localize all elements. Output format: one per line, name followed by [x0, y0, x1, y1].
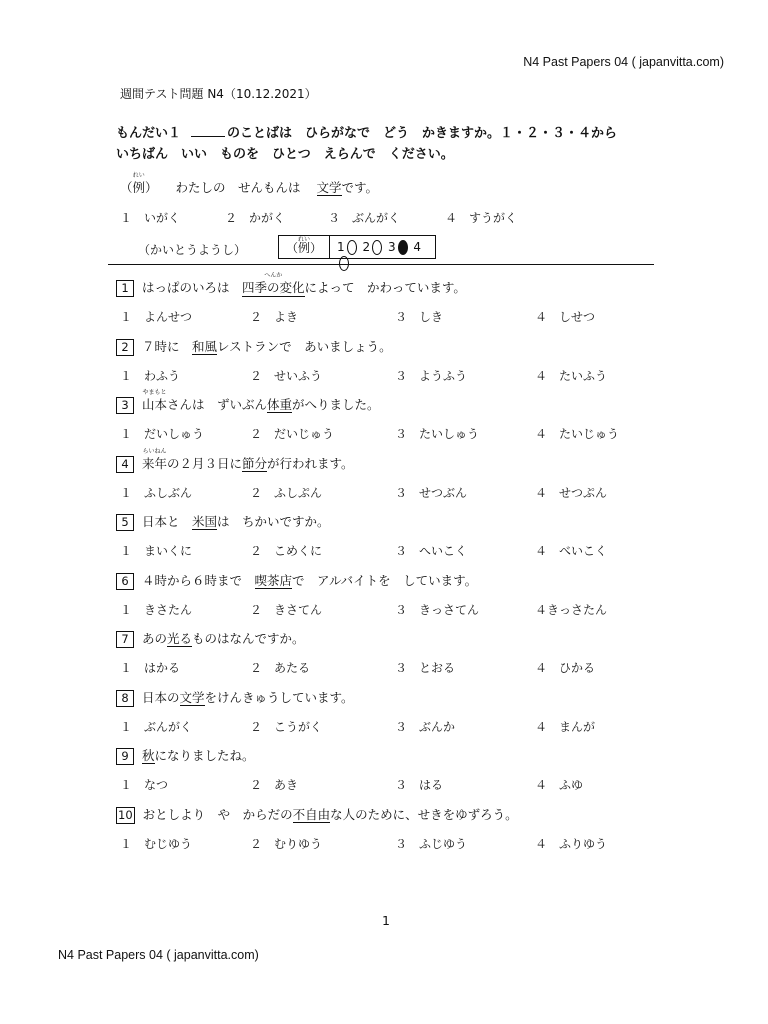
- question-2: [116, 337, 392, 356]
- question-number-box: 10: [118, 807, 133, 822]
- option-3[interactable]: ３ ふじゆう: [395, 836, 468, 851]
- option-1[interactable]: １ ふしぶん: [120, 485, 193, 500]
- section-divider: [108, 264, 654, 265]
- instruction: [116, 123, 617, 165]
- option-1[interactable]: １ はかる: [120, 661, 181, 675]
- example-sentence: [120, 172, 379, 196]
- option-4[interactable]: ４きっさたん: [535, 602, 608, 617]
- option-1[interactable]: １ むじゆう: [120, 836, 193, 851]
- instruction-line-2: いちばん いい ものを ひとつ えらんで ください。: [116, 147, 454, 162]
- question-target-word: 文学: [179, 689, 205, 705]
- page-number: 1: [382, 913, 390, 928]
- answer-bubble-3-selected[interactable]: [398, 240, 408, 255]
- example-after: です。: [341, 180, 379, 195]
- option-2[interactable]: ２ こうがく: [250, 719, 323, 734]
- question-3-options: [0, 425, 700, 441]
- option-4[interactable]: ４ しせつ: [535, 310, 596, 324]
- option-1[interactable]: １ まいくに: [120, 544, 193, 558]
- answer-bubble-1[interactable]: [347, 240, 357, 255]
- question-text: はっぱのいろは: [142, 280, 243, 295]
- question-5-options: [0, 542, 700, 558]
- option-2[interactable]: ２ こめくに: [250, 544, 323, 558]
- bubble-label-2: 2: [362, 240, 371, 254]
- question-8-options: [0, 718, 700, 734]
- question-7: [116, 629, 305, 648]
- question-10-options: [0, 835, 700, 851]
- option-1[interactable]: １ だいしゅう: [120, 427, 205, 441]
- option-3[interactable]: ３ へいこく: [395, 544, 468, 558]
- question-number-box: 6: [116, 573, 134, 590]
- example-label: れい （例）: [120, 172, 158, 195]
- question-number-box: 7: [116, 631, 134, 648]
- option-2[interactable]: ２ きさてん: [250, 602, 323, 617]
- question-1-options: [0, 308, 700, 324]
- question-number-box: 3: [116, 397, 134, 414]
- question-number-box: 8: [116, 690, 134, 707]
- question-target-word: 体重: [267, 397, 293, 412]
- furigana: やまもと: [142, 389, 167, 396]
- option-1[interactable]: １ きさたん: [120, 602, 193, 617]
- option-4[interactable]: ４ まんが: [535, 719, 596, 734]
- option-4[interactable]: ４ ふゆ: [535, 778, 584, 792]
- option-2[interactable]: ２ ふしぷん: [250, 485, 323, 500]
- question-text: らいねん 来年: [142, 447, 168, 471]
- instruction-mondai: もんだい１: [116, 126, 182, 141]
- bubble-label-3: 3: [387, 240, 396, 254]
- answer-box-reading: れい: [297, 236, 310, 243]
- question-target-word: 不自由: [292, 806, 331, 822]
- question-text: をけんきゅうしています。: [204, 689, 354, 705]
- question-4: [116, 447, 354, 473]
- question-10: [116, 805, 518, 824]
- question-text: によって かわっています。: [304, 280, 466, 295]
- question-number-box: 1: [116, 280, 134, 297]
- option-2[interactable]: ２ よき: [250, 310, 299, 324]
- answer-bubble-2[interactable]: [372, 240, 382, 255]
- question-text: おとしより や からだの: [142, 806, 293, 822]
- question-2-options: [0, 367, 700, 383]
- example-label-reading: れい: [132, 172, 145, 179]
- answer-bubbles: [337, 239, 435, 255]
- option-2[interactable]: ２ あたる: [250, 661, 311, 675]
- option-1[interactable]: １ ぶんがく: [120, 719, 193, 734]
- option-3[interactable]: ３ しき: [395, 310, 444, 324]
- example-option-3: ３ ぶんがく: [328, 211, 401, 225]
- question-text: 日本の: [142, 689, 180, 705]
- question-text: レストランで あいましょう。: [217, 338, 392, 354]
- option-3[interactable]: ３ ぶんか: [395, 719, 456, 734]
- bubble-label-1: 1: [337, 240, 345, 254]
- question-target-word: 光る: [167, 631, 193, 646]
- option-1[interactable]: １ わふう: [120, 368, 181, 383]
- question-text: で アルバイトを しています。: [292, 572, 478, 588]
- option-1[interactable]: １ よんせつ: [120, 310, 193, 324]
- question-text: 日本と: [142, 514, 193, 529]
- example-options: [120, 209, 620, 225]
- furigana: へんか: [264, 272, 283, 279]
- header-source: N4 Past Papers 04 ( japanvitta.com): [523, 55, 724, 69]
- option-4[interactable]: ４ たいふう: [535, 368, 608, 383]
- question-9-options: [0, 776, 700, 792]
- question-text: が行われます。: [267, 455, 354, 471]
- option-3[interactable]: ３ せつぶん: [395, 485, 468, 500]
- answer-sheet-box: [278, 235, 436, 259]
- option-4[interactable]: ４ たいじゅう: [535, 427, 620, 441]
- instruction-line-1: [116, 123, 617, 144]
- instruction-blank: [191, 136, 225, 137]
- option-2[interactable]: ２ せいふう: [250, 368, 323, 383]
- example-option-2: ２ かがく: [225, 211, 286, 225]
- example-target: 文学: [316, 180, 342, 195]
- question-1: [116, 272, 466, 297]
- option-3[interactable]: ３ きっさてん: [395, 602, 480, 617]
- question-text: さんは ずいぶん: [167, 397, 268, 412]
- question-text: がへりました。: [292, 397, 380, 412]
- option-3[interactable]: ３ ようふう: [395, 368, 468, 383]
- question-target-word: 節分: [242, 455, 268, 471]
- option-1[interactable]: １ なつ: [120, 778, 169, 792]
- option-3[interactable]: ３ はる: [395, 778, 444, 792]
- example-before: わたしの せんもんは: [175, 180, 301, 195]
- furigana: らいねん: [142, 447, 167, 455]
- question-text: の２月３日に: [167, 455, 243, 471]
- question-8: [116, 688, 354, 707]
- answer-box-example-label: れい （例）: [279, 236, 330, 258]
- example-option-1: １ いがく: [120, 211, 181, 225]
- footer-source: N4 Past Papers 04 ( japanvitta.com): [58, 948, 259, 962]
- question-5: [116, 512, 330, 531]
- question-text: ものはなんですか。: [192, 631, 305, 646]
- option-2[interactable]: ２ あき: [250, 778, 299, 792]
- question-text: な人のために、せきをゆずろう。: [330, 806, 518, 822]
- question-number-box: 9: [116, 748, 134, 765]
- example-option-4: ４ すうがく: [445, 211, 518, 225]
- question-text: になりましたね。: [154, 748, 255, 763]
- question-target-word: 秋: [142, 748, 155, 763]
- answer-sheet-label: （かいとうようし）: [138, 243, 247, 257]
- question-number-box: 2: [116, 339, 134, 356]
- question-3: [116, 389, 380, 414]
- question-target-word: 米国: [192, 514, 218, 529]
- question-4-options: [0, 484, 700, 500]
- bubble-label-4: 4: [413, 240, 422, 254]
- question-6-options: [0, 601, 700, 617]
- option-4[interactable]: ４ ひかる: [535, 661, 596, 675]
- option-3[interactable]: ３ たいしゅう: [395, 427, 480, 441]
- test-title: 週間テスト問題 N4（10.12.2021）: [120, 87, 317, 101]
- option-4[interactable]: ４ ふりゆう: [535, 836, 608, 851]
- question-text: は ちかいですか。: [217, 514, 330, 529]
- question-6: [116, 571, 477, 590]
- question-text: ４時から６時まで: [142, 572, 255, 588]
- option-4[interactable]: ４ べいこく: [535, 544, 608, 558]
- option-4[interactable]: ４ せつぷん: [535, 485, 608, 500]
- question-target-word: 喫茶店: [254, 572, 293, 588]
- question-text: あの: [142, 631, 168, 646]
- instruction-text: のことばは ひらがなで どう かきますか。１・２・３・４から: [227, 126, 618, 141]
- question-target-word: 和風: [192, 338, 218, 354]
- question-text: ７時に: [142, 338, 193, 354]
- question-text: やまもと 山本: [142, 389, 168, 412]
- question-number-box: 5: [116, 514, 134, 531]
- option-2[interactable]: ２ むりゆう: [250, 836, 323, 851]
- option-2[interactable]: ２ だいじゅう: [250, 427, 335, 441]
- question-number-box: 4: [116, 456, 134, 473]
- question-7-options: [0, 659, 700, 675]
- question-9: [116, 746, 255, 765]
- question-target-word: へんか 四季の変化: [242, 272, 305, 295]
- option-3[interactable]: ３ とおる: [395, 661, 456, 675]
